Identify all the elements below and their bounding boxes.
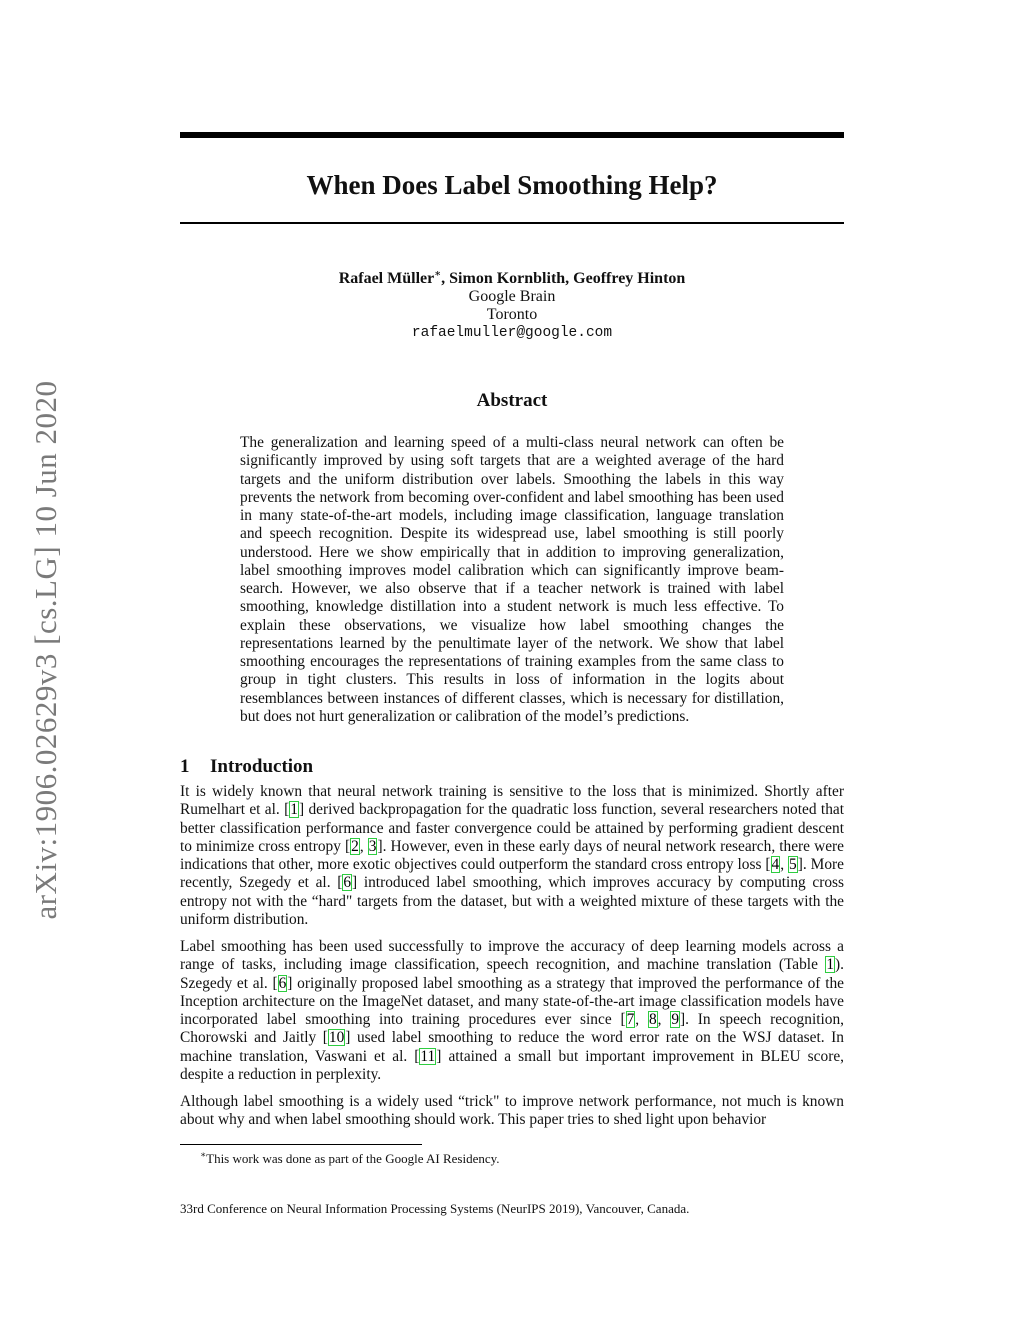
footnote-marker[interactable]: ∗ bbox=[434, 268, 442, 280]
citation-link[interactable]: 4 bbox=[771, 856, 780, 873]
text-run: , bbox=[780, 856, 789, 873]
location: Toronto bbox=[486, 306, 538, 323]
other-authors: , Simon Kornblith, Geoffrey Hinton bbox=[441, 270, 686, 287]
text-run: , bbox=[359, 837, 368, 855]
section-heading-introduction bbox=[180, 756, 844, 778]
text-run: ] originally proposed label smoothing as a strategy that improved the performance of the Inception architecture on the ImageNet dataset, and many state-of-the-art image classification models have incorporated label smoothing into training procedures ever since [ bbox=[180, 974, 844, 1028]
arxiv-identifier bbox=[28, 360, 64, 940]
citation-link[interactable]: 6 bbox=[343, 874, 352, 892]
citation-link[interactable]: 2 bbox=[351, 837, 359, 855]
section-title: Introduction bbox=[210, 756, 314, 777]
text-run: ]. However, even in these early days of neural network research, there were indications that other, more exotic objectives could outperform the standard cross entropy loss [ bbox=[180, 837, 844, 873]
text-run: ]. In speech recognition, Chorowski and Jaitly [ bbox=[180, 1011, 845, 1047]
intro-paragraph-2 bbox=[180, 938, 844, 1084]
affiliation: Google Brain bbox=[468, 288, 556, 305]
citation-link[interactable]: 9 bbox=[671, 1011, 680, 1028]
abstract-heading: Abstract bbox=[476, 390, 548, 411]
author-names bbox=[180, 270, 844, 288]
paper-page bbox=[180, 132, 844, 1217]
text-run: , bbox=[635, 1011, 648, 1028]
paper-title: When Does Label Smoothing Help? bbox=[306, 170, 718, 200]
first-author: Rafael Müller bbox=[338, 270, 435, 287]
table-reference-link[interactable]: 1 bbox=[826, 956, 835, 974]
citation-link[interactable]: 8 bbox=[648, 1011, 657, 1028]
footnote-mark: ∗ bbox=[200, 1149, 207, 1160]
intro-paragraph-1 bbox=[180, 783, 844, 929]
author-block bbox=[180, 270, 844, 342]
citation-link[interactable]: 3 bbox=[368, 837, 377, 855]
footnote-text: This work was done as part of the Google AI Residency. bbox=[206, 1150, 500, 1166]
conference-note: 33rd Conference on Neural Information Processing Systems (NeurIPS 2019), Vancouver, Canada. bbox=[180, 1200, 690, 1216]
text-run: ]. More recently, Szegedy et al. [ bbox=[180, 856, 844, 892]
citation-link[interactable]: 5 bbox=[789, 856, 797, 873]
arxiv-identifier-text: arXiv:1906.02629v3 [cs.LG] 10 Jun 2020 bbox=[28, 380, 63, 920]
text-run: ). Szegedy et al. [ bbox=[180, 956, 844, 992]
citation-link[interactable]: 6 bbox=[278, 974, 287, 992]
citation-link[interactable]: 1 bbox=[290, 801, 298, 819]
text-run: Label smoothing has been used successfully to improve the accuracy of deep learning models across a range of tasks, including image classification, speech recognition, and machine translation (Table bbox=[180, 938, 844, 974]
text-run: ] used label smoothing to reduce the word error rate on the WSJ dataset. In machine translation, Vaswani et al. [ bbox=[180, 1029, 844, 1065]
text-run: ] derived backpropagation for the quadratic loss function, several researchers noted that better classification performance and faster convergence could be attained by performing gradient descent to minimize cross entropy [ bbox=[180, 801, 845, 855]
citation-link[interactable]: 11 bbox=[420, 1047, 436, 1065]
title-rule-bottom bbox=[180, 222, 844, 224]
text-run: , bbox=[657, 1011, 671, 1028]
footnote bbox=[180, 1151, 844, 1167]
citation-link[interactable]: 7 bbox=[626, 1011, 635, 1028]
section-number: 1 bbox=[180, 756, 190, 777]
title-rule-top bbox=[180, 132, 844, 138]
author-email: rafaelmuller@google.com bbox=[411, 325, 613, 341]
citation-link[interactable]: 10 bbox=[328, 1029, 345, 1047]
footnote-rule bbox=[180, 1144, 422, 1145]
intro-paragraph-3: Although label smoothing is a widely used “trick" to improve network performance, not much is known about why and when label smoothing should work. This paper tries to shed light upon behavior bbox=[180, 1093, 844, 1129]
text-run: ] attained a small but important improvement in BLEU score, despite a reduction in perplexity. bbox=[180, 1047, 844, 1083]
text-run: It is widely known that neural network training is sensitive to the loss that is minimized. Shortly after Rumelhart et al. [ bbox=[180, 783, 844, 819]
abstract-text: The generalization and learning speed of a multi-class neural network can often be significantly improved by using soft targets that are a weighted average of the hard targets and the uniform distribution over labels. Smoothing the labels in this way prevents the network from becoming over-confident and label smoothing has been used in many state-of-the-art models, including image classification, language translation and speech recognition. Despite its widespread use, label smoothing is still poorly understood. Here we show empirically that in addition to improving generalization, label smoothing improves model calibration which can significantly improve beam-search. However, we also observe that if a teacher network is trained with label smoothing, knowledge distillation into a student network is much less effective. To explain these observations, we visualize how label smoothing changes the representations learned by the penultimate layer of the network. We show that label smoothing encourages the representations of training examples from the same class to group in tight clusters. This results in loss of information in the logits about resemblances between instances of different classes, which is necessary for distillation, but does not hurt generalization or calibration of the model’s predictions. bbox=[240, 434, 784, 725]
text-run: ] introduced label smoothing, which improves accuracy by computing cross entropy not with the “hard" targets from the dataset, but with a weighted mixture of these targets with the uniform distribution. bbox=[180, 874, 844, 928]
